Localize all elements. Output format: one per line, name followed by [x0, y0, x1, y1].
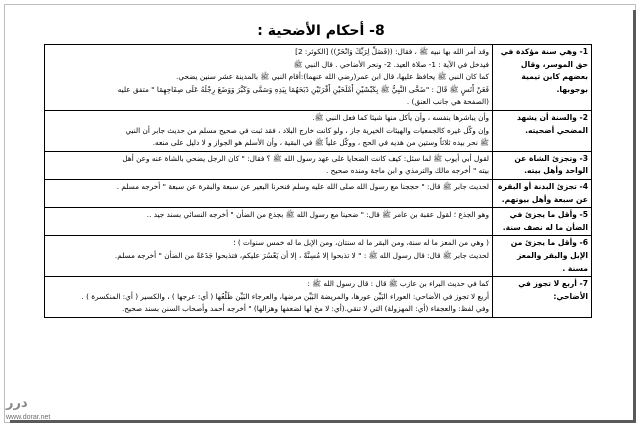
row-heading: 4- تجزئ البدنة أو البقرة عن سبعة وأهل بيوتهم.: [493, 179, 592, 207]
table-row: [45, 179, 592, 207]
content-line: وإن وكّل غيره كالجمعيات والهيئات الخيرية جاز ، ولو كانت خارج البلاد ، فقد ثبت في صحيح مسلم من حديث جابر أن النبي: [125, 125, 489, 135]
table-row: [45, 45, 592, 111]
row-heading: 7- أربع لا تجوز في الأضاحي:: [493, 277, 592, 318]
content-line: وقد أمر الله بها نبيه ﷺ ، فقال: ((فَصَلِّ لِرَبِّكَ وَانْحَرْ)) [الكوثر: 2]: [295, 47, 489, 56]
content-line: (الصفحة هي جانب العنق) .: [406, 97, 489, 107]
table-row: [45, 110, 592, 151]
frame-shadow-right: [633, 10, 636, 422]
content-line: لحديث جابر ﷺ قال: قال رسول الله ﷺ : " لا تذبحوا إلا مُسِنَّةً ، إلا أن يَعْسُرَ عليكم، فتذبحوا جَذَعَةً من الضأن " أخرجه مسلم.: [114, 250, 489, 260]
row-heading: 3- وتجزئ الشاة عن الواحد وأهل بيته.: [493, 151, 592, 179]
content-line: ﷺ نحر بيده ثلاثاً وستين من هديه في الحج ، ووكّل علياً ﷺ في البقية ، وأن الأسلم هو الجواز و لا دليل على منعه.: [152, 138, 489, 148]
content-line: فَعَنْ أَنَسٍ ﷺ قَالَ : "ضَحَّى النَّبِيُّ ﷺ بِكَبْشَيْنِ أَمْلَحَيْنِ أَقْرَنَيْنِ ذَبَحَهُمَا بِيَدِهِ وَسَمَّى وَكَبَّرَ وَوَضَعَ رِجْلَهُ عَلَى صِفَاحِهِمَا " متفق عليه: [117, 84, 489, 94]
row-heading: 5- وأقل ما يجزئ في الضأن ما له نصف سنة.: [493, 208, 592, 236]
row-heading: 1- وهي سنة مؤكدة في حق الموسر، وقال بعضهم كابن تيمية بوجوبها.: [493, 45, 592, 111]
table-row: [45, 236, 592, 277]
content-line: وهو الجذع ؛ لقول عقبة بن عامر ﷺ قال: " ضحينا مع رسول الله ﷺ بجذع من الضأن " أخرجه النسائي بسند جيد ..: [146, 210, 489, 220]
watermark-site-url[interactable]: www.dorar.net: [6, 414, 51, 421]
content-line: أربع لا تجوز في الأضاحي: العوراء البَيِّن عورها، والمريضة البَيِّن مرضها، والعرجاء البَيِّن ظَلْعُها ( أي: عرجها ) ، والكسير ( أي: المنكسرة ) .: [81, 291, 489, 301]
content-line: بيته " أخرجه مالك والترمذي و ابن ماجة ومنده صحيح .: [326, 166, 489, 176]
content-line: فيدخل في الآية : 1- صلاة العيد. 2- ونحر الأضاحي . قال النبي ﷺ: [293, 59, 489, 69]
table-row: [45, 277, 592, 318]
table-row: [45, 208, 592, 236]
content-line: وفي لفظ: والعجفاء (أي: المهزولة) التي لا تنقي.(أي: لا مخ لها لضعفها وهزالها) " أخرجه أحمد وأصحاب السنن بسند صحيح.: [121, 304, 489, 314]
content-line: لحديث جابر ﷺ قال: " حججنا مع رسول الله صلى الله عليه وسلم فنحرنا البعير عن سبعة والبقرة عن سبعة " أخرجه مسلم .: [116, 181, 489, 191]
row-content: [45, 179, 493, 207]
row-content: [45, 277, 493, 318]
row-heading: 6- وأقل ما يجزئ من الإبل والبقر والمعز مسنة .: [493, 236, 592, 277]
rulings-table: [44, 44, 592, 318]
table-row: [45, 151, 592, 179]
content-line: كما في حديث البراء بن عازب ﷺ قال : قال رسول الله ﷺ :: [307, 279, 489, 289]
row-content: [45, 45, 493, 111]
row-content: [45, 236, 493, 277]
row-content: [45, 110, 493, 151]
content-line: وأن يباشرها بنفسه ، وأن يأكل منها شيئا كما فعل النبي ﷺ.: [312, 112, 489, 122]
row-content: [45, 151, 493, 179]
content-line: لقول أبي أيوب ﷺ لما سئل: كيف كانت الضحايا على عهد رسول الله ﷺ ؟ فقال: " كان الرجل يضحي بالشاة عنه وعن أهل: [122, 153, 489, 163]
content-line: ( وهي من المعز ما له سنة، ومن البقر ما له سنتان، ومن الإبل ما له خمس سنوات ) ؛: [233, 238, 489, 248]
watermark-logo: درر: [6, 396, 28, 411]
row-content: [45, 208, 493, 236]
content-line: كما كان النبي ﷺ يحافظ عليها، قال ابن عمر(رضي الله عنهما):أقام النبي ﷺ بالمدينة عشر سنين يضحي.: [176, 72, 489, 82]
page-title: 8- أحكام الأضحية :: [257, 23, 385, 39]
frame-shadow-bottom: [10, 420, 636, 423]
row-heading: 2- والسنة أن يشهد المضحي أضحيته.: [493, 110, 592, 151]
